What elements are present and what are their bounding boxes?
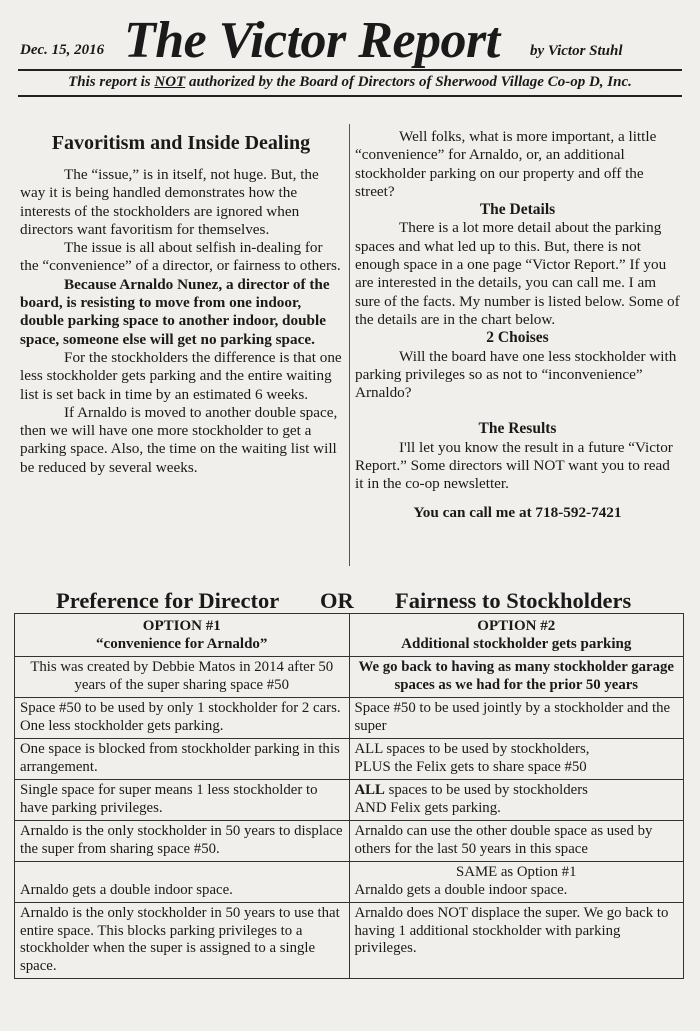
paragraph-bold: Because Arnaldo Nunez, a director of the board, is resisting to move from one indoor, double parking space to another indoor, double space, someone else will get no parking space.: [20, 275, 330, 348]
paragraph: Will the board have one less stockholder with parking privileges so as not to “inconvenience” Arnaldo?: [355, 347, 677, 402]
cell-text: spaces to be used by stockholders: [384, 782, 588, 798]
option-2-header: [349, 614, 684, 657]
table-cell: Space #50 to be used jointly by a stockholder and the super: [349, 698, 684, 739]
table-header-row: [15, 614, 684, 657]
table-cell: We go back to having as many stockholder garage spaces as we had for the prior 50 years: [349, 657, 684, 698]
choices-heading: 2 Choises: [486, 329, 549, 347]
byline: by Victor Stuhl: [530, 43, 623, 59]
paragraph: Well folks, what is more important, a little “convenience” for Arnaldo, or, an additional stockholder parking on our property and off the street?: [355, 128, 657, 200]
cell-line: SAME as Option #1: [456, 864, 577, 880]
option-1-subtitle: “convenience for Arnaldo”: [96, 635, 268, 652]
bottom-rule: [18, 95, 682, 97]
table-cell: One space is blocked from stockholder parking in this arrangement.: [15, 739, 350, 780]
column-divider: [349, 124, 350, 566]
table-cell: [349, 780, 684, 821]
table-row: [15, 739, 684, 780]
disclaimer-not: NOT: [154, 74, 186, 90]
option-1-label: OPTION #1: [142, 618, 221, 634]
results-heading: The Results: [478, 420, 557, 438]
comparison-title-or: OR: [320, 588, 354, 613]
option-1-header: [15, 614, 350, 657]
comparison-title-right: Fairness to Stockholders: [395, 588, 632, 613]
details-heading: The Details: [479, 201, 556, 219]
paragraph: The “issue,” is in itself, not huge. But, the way it is being handled demonstrates how the interests of the stockholders are ignored when directors want favoritism for themselves.: [20, 166, 319, 238]
table-cell: Arnaldo does NOT displace the super. We go back to having 1 additional stockholder with parking privileges.: [349, 903, 684, 979]
comparison-title-left: Preference for Director: [56, 588, 280, 613]
disclaimer-post: authorized by the Board of Directors of Sherwood Village Co-op D, Inc.: [185, 74, 632, 90]
disclaimer-pre: This report is: [68, 74, 155, 90]
left-column: [20, 128, 342, 477]
paragraph: The issue is all about selfish in-dealing for the “convenience” of a director, or fairness to others.: [20, 239, 341, 275]
paragraph: I'll let you know the result in a future “Victor Report.” Some directors will NOT want you to read it in the co-op newsletter.: [355, 438, 673, 493]
spacer: [355, 402, 680, 420]
masthead: [20, 12, 680, 69]
table-cell: Arnaldo gets a double indoor space.: [15, 862, 350, 903]
paragraph: For the stockholders the difference is that one less stockholder gets parking and the entire waiting list is set back in time by an estimated 6 weeks.: [20, 348, 342, 403]
cell-emphasis: ALL: [354, 782, 385, 798]
option-2-label: OPTION #2: [477, 618, 556, 634]
paragraph: There is a lot more detail about the parking spaces and what led up to this. But, there is not enough space in a one page “Victor Report.” If you are interested in the details, you can call me. I am sure of the facts. My number is listed below. Some of the details are in the chart below.: [355, 219, 680, 328]
cell-line: [355, 782, 679, 800]
table-row: [15, 821, 684, 862]
paragraph: If Arnaldo is moved to another double space, then we will have one more stockholder to get a parking space. Also, the time on the waiting list will be reduced by several weeks.: [20, 403, 338, 476]
report-date: Dec. 15, 2016: [20, 42, 105, 58]
article-heading: Favoritism and Inside Dealing: [51, 132, 311, 154]
report-title: The Victor Report: [124, 12, 500, 69]
table-cell: Arnaldo is the only stockholder in 50 years to displace the super from sharing space #50.: [15, 821, 350, 862]
table-row: [15, 862, 684, 903]
option-2-subtitle: Additional stockholder gets parking: [401, 635, 632, 652]
phone-callout: You can call me at 718-592-7421: [413, 503, 622, 521]
table-cell: Arnaldo can use the other double space as used by others for the last 50 years in this space: [349, 821, 684, 862]
disclaimer: [18, 74, 682, 91]
table-row: [15, 903, 684, 979]
right-column: [355, 128, 680, 522]
table-cell: [349, 862, 684, 903]
cell-line: Arnaldo gets a double indoor space.: [354, 881, 568, 898]
table-cell: This was created by Debbie Matos in 2014 after 50 years of the super sharing space #50: [15, 657, 350, 698]
table-row: [15, 780, 684, 821]
table-row: [15, 657, 684, 698]
cell-line: ALL spaces to be used by stockholders,: [354, 741, 590, 757]
top-rule: [18, 69, 682, 71]
table-cell: Arnaldo is the only stockholder in 50 years to use that entire space. This blocks parking privileges to a stockholder when the super is assigned to a single space.: [15, 903, 350, 979]
cell-line: AND Felix gets parking.: [354, 799, 501, 816]
table-cell: Single space for super means 1 less stockholder to have parking privileges.: [15, 780, 350, 821]
table-cell: [349, 739, 684, 780]
table-cell: Space #50 to be used by only 1 stockholder for 2 cars. One less stockholder gets parking.: [15, 698, 350, 739]
comparison-table: [14, 613, 684, 979]
cell-line: PLUS the Felix gets to share space #50: [354, 758, 587, 775]
table-row: [15, 698, 684, 739]
